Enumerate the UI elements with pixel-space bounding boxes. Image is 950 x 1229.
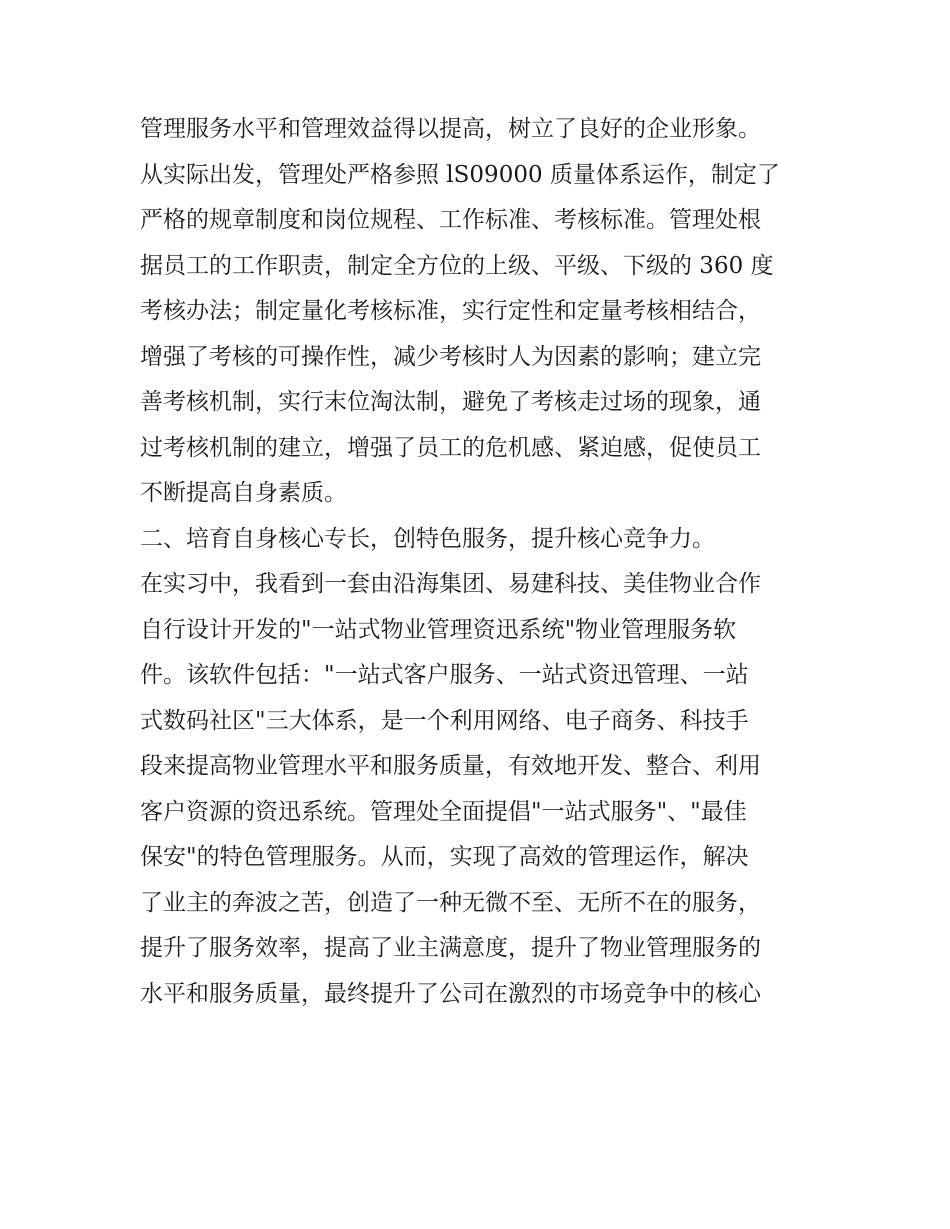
text-line: 水平和服务质量，最终提升了公司在激烈的市场竞争中的核心 xyxy=(140,980,761,1007)
text-line: 在实习中，我看到一套由沿海集团、易建科技、美佳物业合作 xyxy=(140,571,761,597)
text-line: 考核办法；制定量化考核标准，实行定性和定量考核相结合， xyxy=(140,298,761,324)
text-line: 据员工的工作职责，制定全方位的上级、平级、下级的 360 度 xyxy=(140,252,774,279)
text-line: 式数码社区"三大体系，是一个利用网络、电子商务、科技手 xyxy=(140,707,749,734)
text-line: 段来提高物业管理水平和服务质量，有效地开发、整合、利用 xyxy=(140,753,761,779)
text-line: 从实际出发，管理处严格参照 lS09000 质量体系运作，制定了 xyxy=(140,161,780,188)
text-line: 善考核机制，实行末位淘汰制，避免了考核走过场的现象，通 xyxy=(140,389,761,415)
text-line: 不断提高自身素质。 xyxy=(140,480,347,506)
text-line: 了业主的奔波之苦，创造了一种无微不至、无所不在的服务， xyxy=(140,889,761,916)
text-line: 过考核机制的建立，增强了员工的危机感、紧迫感，促使员工 xyxy=(140,434,761,461)
text-line: 自行设计开发的"一站式物业管理资迅系统"物业管理服务软 xyxy=(140,616,737,643)
text-line: 提升了服务效率，提高了业主满意度，提升了物业管理服务的 xyxy=(140,935,761,961)
text-line: 件。该软件包括："一站式客户服务、一站式资迅管理、一站 xyxy=(140,662,749,688)
text-line: 严格的规章制度和岗位规程、工作标准、考核标准。管理处根 xyxy=(140,207,761,233)
text-line: 管理服务水平和管理效益得以提高，树立了良好的企业形象。 xyxy=(140,116,761,142)
text-line: 客户资源的资迅系统。管理处全面提倡"一站式服务"、"最佳 xyxy=(140,798,747,825)
text-line: 增强了考核的可操作性，减少考核时人为因素的影响；建立完 xyxy=(140,343,761,370)
section-heading: 二、培育自身核心专长，创特色服务，提升核心竞争力。 xyxy=(140,525,715,552)
body-text xyxy=(140,107,820,1017)
text-line: 保安"的特色管理服务。从而，实现了高效的管理运作，解决 xyxy=(140,844,749,870)
